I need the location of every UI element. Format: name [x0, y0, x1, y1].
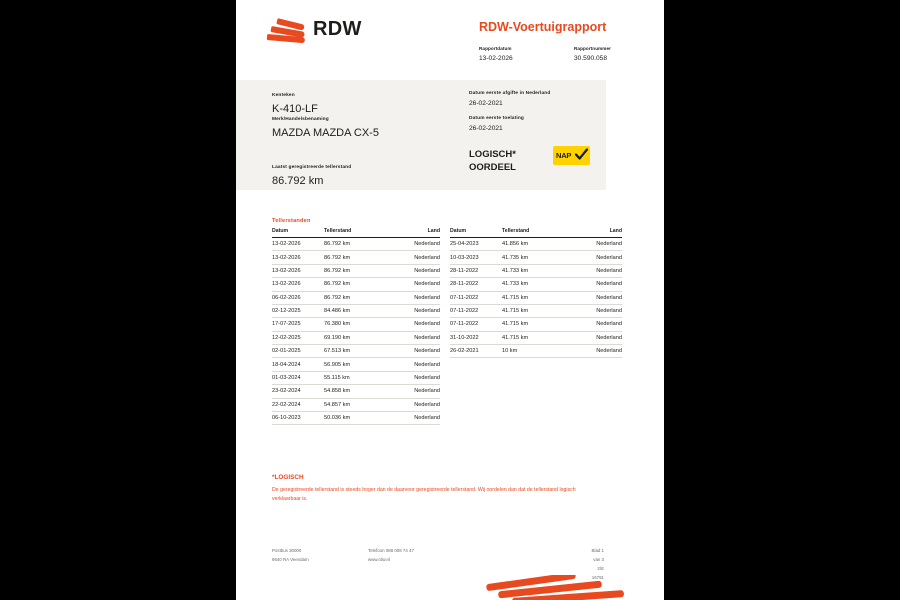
cell-datum: 02-12-2025	[272, 304, 324, 317]
cell-datum: 13-02-2026	[272, 264, 324, 277]
table-row	[450, 251, 622, 264]
footer-address	[272, 546, 309, 564]
eerste-toelating-value: 26-02-2021	[469, 125, 503, 132]
cell-tellerstand: 50.036 km	[324, 411, 386, 424]
tellerstand-value: 86.792 km	[272, 175, 324, 187]
rdw-logo	[267, 17, 362, 41]
table-row	[450, 291, 622, 304]
cell-datum: 06-10-2023	[272, 411, 324, 424]
nap-badge	[553, 146, 590, 165]
table-row	[450, 331, 622, 344]
verdict-block	[469, 148, 516, 174]
cell-land: Nederland	[386, 251, 440, 264]
cell-land: Nederland	[564, 291, 622, 304]
cell-land: Nederland	[386, 411, 440, 424]
cell-land: Nederland	[564, 251, 622, 264]
tellerstand-field	[272, 165, 351, 187]
rdw-flame-icon	[267, 17, 307, 41]
footnote-title: *LOGISCH	[272, 474, 304, 481]
report-number	[574, 46, 640, 62]
merk-label: Merk/Handelsbenaming	[272, 117, 329, 122]
cell-land: Nederland	[564, 278, 622, 291]
footer-address-line-2: 9640 RA Veendam	[272, 557, 309, 562]
table-row	[272, 345, 440, 358]
table-row	[272, 331, 440, 344]
footer-flame-graphic	[236, 575, 664, 600]
table-row	[272, 238, 440, 251]
cell-datum: 12-02-2025	[272, 331, 324, 344]
table-row	[272, 318, 440, 331]
column-header-tellerstand: Tellerstand	[324, 228, 386, 238]
tellerstand-label: Laatst geregistreerde tellerstand	[272, 165, 352, 170]
cell-land: Nederland	[564, 318, 622, 331]
cell-datum: 25-04-2023	[450, 238, 502, 251]
footer-website[interactable]: www.rdw.nl	[368, 557, 390, 562]
cell-datum: 06-02-2026	[272, 291, 324, 304]
rdw-wordmark: RDW	[313, 17, 362, 40]
nap-label: NAP	[556, 151, 572, 160]
cell-tellerstand: 41.715 km	[502, 304, 564, 317]
document-header	[236, 0, 664, 80]
cell-datum: 22-02-2024	[272, 398, 324, 411]
cell-land: Nederland	[386, 398, 440, 411]
tellerstanden-table-left	[272, 228, 440, 425]
cell-datum: 13-02-2026	[272, 278, 324, 291]
table-row	[272, 264, 440, 277]
cell-tellerstand: 56.905 km	[324, 358, 386, 371]
cell-datum: 07-11-2022	[450, 318, 502, 331]
table-header-row	[272, 228, 440, 238]
cell-tellerstand: 41.715 km	[502, 331, 564, 344]
column-header-datum: Datum	[272, 228, 324, 238]
cell-tellerstand: 41.735 km	[502, 251, 564, 264]
cell-datum: 31-10-2022	[450, 331, 502, 344]
table-row	[272, 291, 440, 304]
table-row	[450, 304, 622, 317]
cell-land: Nederland	[386, 278, 440, 291]
kenteken-value: K-410-LF	[272, 103, 318, 115]
cell-tellerstand: 76.380 km	[324, 318, 386, 331]
cell-datum: 18-04-2024	[272, 358, 324, 371]
cell-land: Nederland	[386, 385, 440, 398]
cell-land: Nederland	[564, 304, 622, 317]
cell-land: Nederland	[386, 238, 440, 251]
report-meta	[479, 46, 640, 62]
table-header-row	[450, 228, 622, 238]
cell-tellerstand: 55.115 km	[324, 371, 386, 384]
cell-datum: 02-01-2025	[272, 345, 324, 358]
table-row	[450, 278, 622, 291]
footnote-body: De geregistreerde tellerstand is steeds hoger dan de daarvoor geregistreerde tellerstand. Wij oordelen dan dat de tellerstand logisch verklaarbaar is.	[272, 487, 576, 502]
cell-tellerstand: 41.715 km	[502, 318, 564, 331]
table-row	[450, 318, 622, 331]
cell-land: Nederland	[386, 345, 440, 358]
cell-datum: 07-11-2022	[450, 291, 502, 304]
report-number-label: Rapportnummer	[574, 46, 612, 51]
cell-datum: 13-02-2026	[272, 251, 324, 264]
cell-tellerstand: 84.486 km	[324, 304, 386, 317]
table-row	[272, 398, 440, 411]
table-row	[450, 264, 622, 277]
cell-datum: 26-02-2021	[450, 345, 502, 358]
eerste-toelating-label: Datum eerste toelating	[469, 116, 525, 121]
cell-land: Nederland	[564, 331, 622, 344]
report-number-value: 30.590.058	[574, 55, 608, 62]
table-row	[272, 304, 440, 317]
cell-land: Nederland	[386, 318, 440, 331]
cell-tellerstand: 54.857 km	[324, 398, 386, 411]
cell-land: Nederland	[386, 371, 440, 384]
cell-tellerstand: 69.190 km	[324, 331, 386, 344]
cell-datum: 10-03-2023	[450, 251, 502, 264]
verdict-line-2: OORDEEL	[469, 162, 516, 173]
table-row	[272, 358, 440, 371]
page-title: RDW-Voertuigrapport	[479, 20, 607, 34]
cell-land: Nederland	[386, 331, 440, 344]
cell-land: Nederland	[386, 358, 440, 371]
table-row	[272, 278, 440, 291]
cell-tellerstand: 41.733 km	[502, 278, 564, 291]
eerste-toelating-field	[469, 116, 524, 132]
table-row	[272, 251, 440, 264]
kenteken-field	[272, 93, 318, 115]
cell-datum: 01-03-2024	[272, 371, 324, 384]
cell-land: Nederland	[564, 238, 622, 251]
summary-panel-left	[236, 80, 437, 190]
column-header-datum: Datum	[450, 228, 502, 238]
report-date-value: 13-02-2026	[479, 55, 513, 62]
verdict-line-1: LOGISCH*	[469, 149, 516, 160]
cell-tellerstand: 41.733 km	[502, 264, 564, 277]
cell-datum: 13-02-2026	[272, 238, 324, 251]
eerste-afgifte-field	[469, 91, 550, 107]
merk-value: MAZDA MAZDA CX-5	[272, 127, 379, 139]
report-date	[479, 46, 545, 62]
summary-panel-right	[437, 80, 606, 190]
check-icon	[575, 148, 588, 161]
cell-tellerstand: 67.513 km	[324, 345, 386, 358]
column-header-land: Land	[564, 228, 622, 238]
footer-doc-code: 2/E 16791	[591, 566, 604, 580]
column-header-tellerstand: Tellerstand	[502, 228, 564, 238]
column-header-land: Land	[386, 228, 440, 238]
cell-land: Nederland	[386, 291, 440, 304]
footer-contact	[368, 546, 414, 564]
eerste-afgifte-value: 26-02-2021	[469, 100, 503, 107]
cell-tellerstand: 41.856 km	[502, 238, 564, 251]
eerste-afgifte-label: Datum eerste afgifte in Nederland	[469, 91, 551, 96]
cell-datum: 17-07-2025	[272, 318, 324, 331]
report-date-label: Rapportdatum	[479, 46, 512, 51]
merk-field	[272, 117, 379, 139]
cell-tellerstand: 41.715 km	[502, 291, 564, 304]
cell-tellerstand: 86.792 km	[324, 264, 386, 277]
cell-land: Nederland	[564, 345, 622, 358]
table-row	[450, 238, 622, 251]
cell-land: Nederland	[386, 264, 440, 277]
cell-tellerstand: 10 km	[502, 345, 564, 358]
cell-land: Nederland	[564, 264, 622, 277]
cell-datum: 23-02-2024	[272, 385, 324, 398]
footer-page-label: Blad 1 van 3	[591, 548, 604, 562]
cell-land: Nederland	[386, 304, 440, 317]
footer-address-line-1: Postbus 30000	[272, 548, 302, 553]
kenteken-label: Kenteken	[272, 93, 295, 98]
cell-datum: 28-11-2022	[450, 278, 502, 291]
cell-tellerstand: 86.792 km	[324, 251, 386, 264]
table-row	[450, 345, 622, 358]
cell-tellerstand: 86.792 km	[324, 291, 386, 304]
cell-tellerstand: 86.792 km	[324, 278, 386, 291]
cell-tellerstand: 54.858 km	[324, 385, 386, 398]
table-row	[272, 371, 440, 384]
footer-phone: Telefoon 088 008 74 47	[368, 548, 414, 553]
cell-tellerstand: 86.792 km	[324, 238, 386, 251]
table-row	[272, 411, 440, 424]
cell-datum: 07-11-2022	[450, 304, 502, 317]
table-row	[272, 385, 440, 398]
tellerstanden-section-title: Tellerstanden	[272, 218, 311, 224]
tellerstanden-table-right	[450, 228, 622, 358]
cell-datum: 28-11-2022	[450, 264, 502, 277]
